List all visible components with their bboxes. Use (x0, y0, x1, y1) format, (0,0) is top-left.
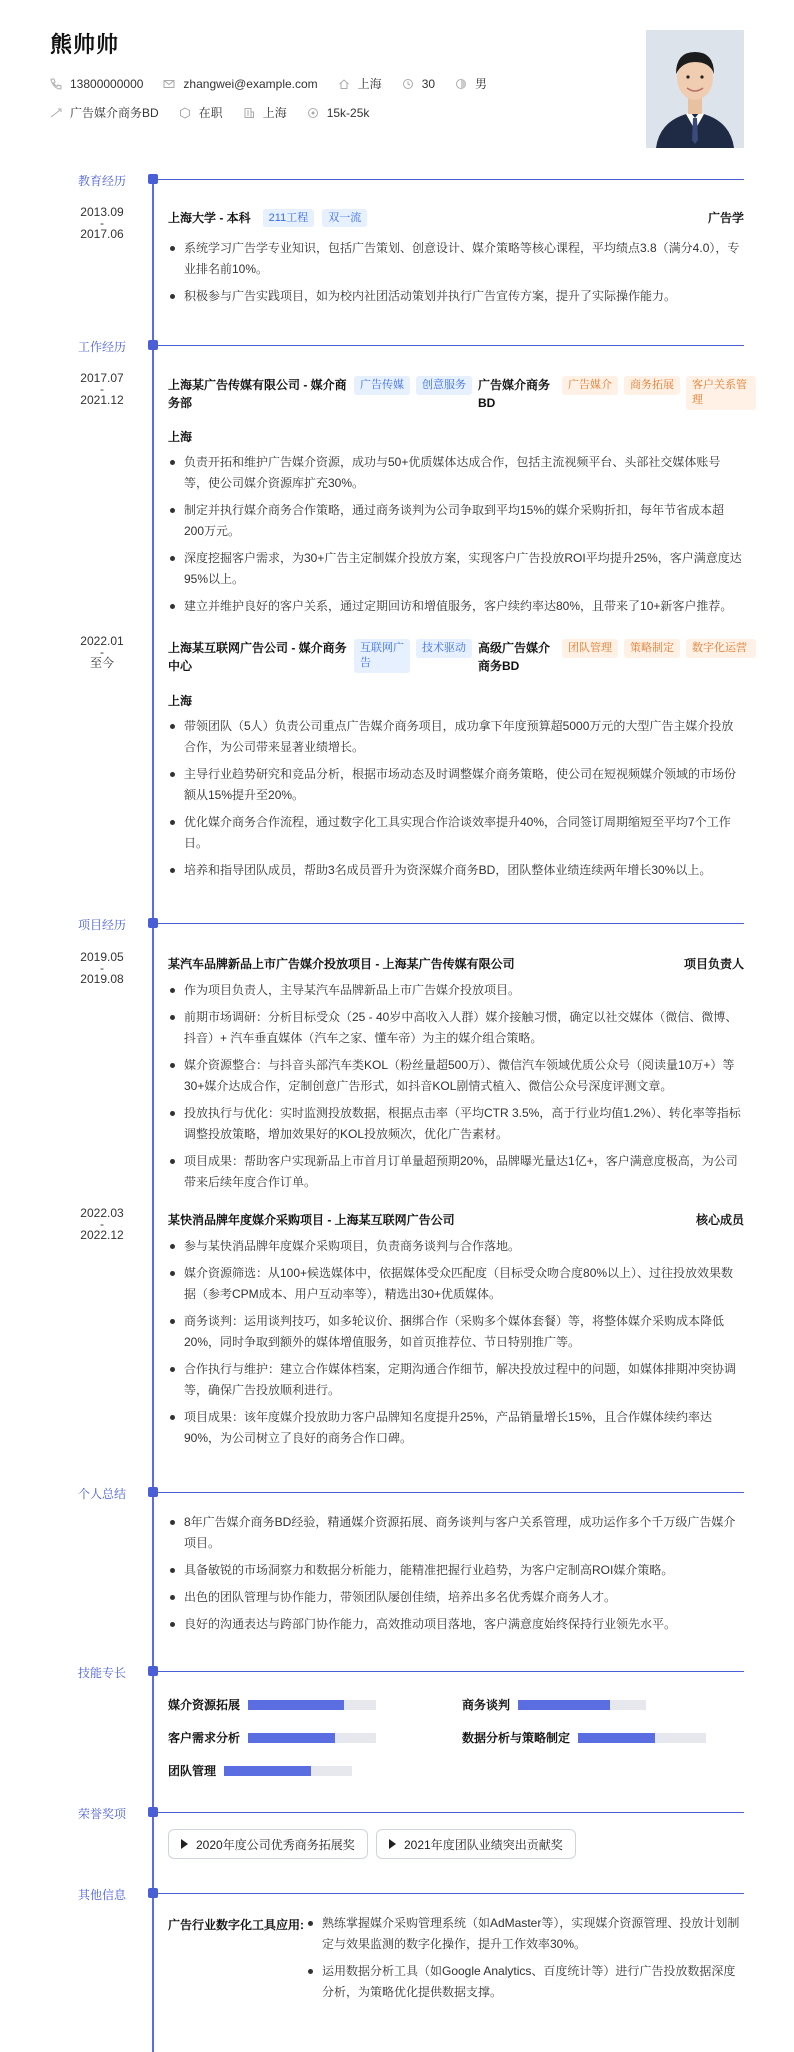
city-item (338, 75, 382, 92)
target-city-item (243, 104, 287, 121)
work-bullets (168, 716, 744, 887)
job-title: 高级广告媒介商务BD (478, 641, 551, 673)
salary-icon (307, 107, 319, 119)
email-icon (163, 78, 175, 90)
section-marker (148, 174, 158, 184)
industry-tag: 技术驱动 (416, 639, 472, 658)
project-role: 核心成员 (695, 1213, 744, 1227)
section-title-skills: 技能专长 (77, 1666, 126, 1680)
list-item: 媒介资源筛选：从100+候选媒体中，依据媒体受众匹配度（目标受众吻合度80%以上）、过往投放效果数据（参考CPM成本、用户互动率等），精选出30+优质媒体。 (168, 1263, 744, 1305)
list-item: 商务谈判：运用谈判技巧，如多轮议价、捆绑合作（采购多个媒体套餐）等，将整体媒介采购成本降低20%，同时争取到额外的媒体增值服务，如首页推荐位、节日特别推广等。 (168, 1311, 744, 1353)
list-item: 建立并维护良好的客户关系，通过定期回访和增值服务，客户续约率达80%，且带来了10+新客户推荐。 (168, 596, 744, 617)
list-item: 8年广告媒介商务BD经验，精通媒介资源拓展、商务谈判与客户关系管理，成功运作多个千万级广告媒介项目。 (168, 1512, 744, 1554)
email-item (163, 77, 317, 91)
other-label: 广告行业数字化工具应用: (168, 1918, 304, 1932)
home-icon (338, 78, 350, 90)
date-start: 2019.05 (80, 950, 124, 964)
list-item: 制定并执行媒介商务合作策略，通过商务谈判为公司争取到平均15%的媒介采购折扣，每年节省成本超200万元。 (168, 500, 744, 542)
list-item: 合作执行与维护：建立合作媒体档案，定期沟通合作细节，解决投放过程中的问题，如媒体排期冲突协调等，确保广告投放顺利进行。 (168, 1359, 744, 1401)
section-divider (158, 1671, 744, 1672)
list-item: 良好的沟通表达与跨部门协作能力，高效推动项目落地，客户满意度始终保持行业领先水平。 (168, 1614, 744, 1635)
date-end: 2021.12 (80, 393, 124, 407)
role-tag: 数字化运营 (686, 639, 756, 658)
timeline-line (152, 175, 154, 2052)
section-marker (148, 1888, 158, 1898)
skill-name: 商务谈判 (462, 1698, 511, 1712)
list-item: 项目成果：帮助客户实现新品上市首月订单量超预期20%，品牌曝光量达1亿+，客户满意度极高，为公司带来后续年度合作订单。 (168, 1151, 744, 1193)
contact-row (50, 75, 650, 92)
company-name: 上海某广告传媒有限公司 - 媒介商务部 (168, 378, 347, 410)
work-date: 2022.01 - 至今 (80, 634, 124, 670)
list-item: 培养和指导团队成员，帮助3名成员晋升为资深媒介商务BD，团队整体业绩连续两年增长30%以上。 (168, 860, 744, 881)
skill-fill (578, 1733, 655, 1743)
work-city: 上海 (168, 694, 193, 708)
date-start: 2022.03 (80, 1206, 124, 1220)
list-item: 积极参与广告实践项目，如为校内社团活动策划并执行广告宣传方案，提升了实际操作能力。 (168, 286, 744, 307)
skill-name: 媒介资源拓展 (168, 1698, 241, 1712)
section-title-summary: 个人总结 (77, 1487, 126, 1501)
education-tag: 211工程 (263, 209, 315, 227)
skill-fill (224, 1766, 311, 1776)
industry-tag: 互联网广告 (354, 639, 410, 673)
city-value: 上海 (357, 77, 382, 91)
section-title-other: 其他信息 (77, 1888, 126, 1902)
work-city: 上海 (168, 430, 193, 444)
skill-bar (224, 1766, 352, 1776)
section-divider (158, 1812, 744, 1813)
skill-item (168, 1696, 376, 1713)
candidate-name: 熊帅帅 (50, 32, 120, 57)
target-city-value: 上海 (262, 106, 287, 120)
award-label: 2021年度团队业绩突出贡献奖 (404, 1837, 563, 1852)
section-marker (148, 918, 158, 928)
phone-item (50, 77, 143, 91)
skill-fill (248, 1733, 335, 1743)
list-item: 负责开拓和维护广告媒介资源，成功与50+优质媒体达成合作，包括主流视频平台、头部社交媒体账号等，使公司媒介资源库扩充30%。 (168, 452, 744, 494)
phone-value: 13800000000 (70, 76, 144, 91)
award-label: 2020年度公司优秀商务拓展奖 (196, 1837, 355, 1852)
skill-fill (248, 1700, 344, 1710)
project-header (168, 1211, 744, 1228)
work-header (168, 376, 747, 412)
section-divider (158, 923, 744, 924)
role-tag: 客户关系管理 (686, 376, 756, 410)
building-icon (243, 107, 255, 119)
skill-fill (518, 1700, 610, 1710)
list-item: 前期市场调研：分析目标受众（25 - 40岁中高收入人群）媒介接触习惯，确定以社交媒体（微信、微博、抖音）+ 汽车垂直媒体（汽车之家、懂车帝）为主的媒介组合策略。 (168, 1007, 744, 1049)
summary-bullets (168, 1512, 744, 1641)
education-header (168, 209, 744, 227)
role-tag: 广告媒介 (562, 376, 618, 395)
list-item: 出色的团队管理与协作能力，带领团队屡创佳绩，培养出多名优秀媒介商务人才。 (168, 1587, 744, 1608)
status-icon (179, 107, 191, 119)
list-item: 主导行业趋势研究和竞品分析，根据市场动态及时调整媒介商务策略，使公司在短视频媒介领域的市场份额从15%提升至20%。 (168, 764, 744, 806)
triangle-icon (389, 1839, 396, 1849)
role-tag: 商务拓展 (624, 376, 680, 395)
target-role-item (50, 104, 159, 121)
section-title-awards: 荣誉奖项 (77, 1807, 126, 1821)
salary-value: 15k-25k (326, 105, 370, 120)
section-title-education: 教育经历 (77, 174, 126, 188)
project-bullets (168, 980, 744, 1199)
profile-photo (646, 30, 744, 148)
salary-item (307, 106, 370, 120)
target-role-value: 广告媒介商务BD (70, 106, 159, 120)
age-value: 30 (421, 76, 436, 91)
project-header (168, 955, 744, 972)
project-title: 某快消品牌年度媒介采购项目 - 上海某互联网广告公司 (168, 1213, 455, 1227)
section-marker (148, 1807, 158, 1817)
award-badge (168, 1829, 368, 1859)
age-icon (402, 78, 414, 90)
work-header (168, 639, 747, 675)
age-item (402, 77, 435, 91)
role-tag: 策略制定 (624, 639, 680, 658)
industry-tag: 广告传媒 (354, 376, 410, 395)
section-divider (158, 1893, 744, 1894)
school-name: 上海大学 - 本科 (168, 211, 251, 225)
skill-name: 客户需求分析 (168, 1731, 241, 1745)
list-item: 项目成果：该年度媒介投放助力客户品牌知名度提升25%，产品销量增长15%，且合作媒体续约率达90%，为公司树立了良好的商务合作口碑。 (168, 1407, 744, 1449)
phone-icon (50, 78, 62, 90)
project-date: 2019.05 - 2019.08 (80, 950, 124, 986)
list-item: 带领团队（5人）负责公司重点广告媒介商务项目，成功拿下年度预算超5000万元的大型广告主媒介投放合作，为公司带来显著业绩增长。 (168, 716, 744, 758)
list-item: 优化媒介商务合作流程，通过数字化工具实现合作洽谈效率提升40%，合同签订周期缩短至平均7个工作日。 (168, 812, 744, 854)
skill-name: 数据分析与策略制定 (462, 1731, 571, 1745)
list-item: 系统学习广告学专业知识，包括广告策划、创意设计、媒介策略等核心课程，平均绩点3.8（满分4.0），专业排名前10%。 (168, 238, 744, 280)
briefcase-icon (50, 107, 62, 119)
award-badge (376, 1829, 576, 1859)
email-value: zhangwei@example.com (183, 76, 318, 91)
work-bullets (168, 452, 744, 623)
section-marker (148, 1487, 158, 1497)
other-bullets (306, 1913, 744, 2009)
list-item: 参与某快消品牌年度媒介采购项目，负责商务谈判与合作落地。 (168, 1236, 744, 1257)
project-role: 项目负责人 (683, 957, 744, 971)
skill-bar (578, 1733, 706, 1743)
list-item: 熟练掌握媒介采购管理系统（如AdMaster等），实现媒介资源管理、投放计划制定与效果监测的数字化操作，提升工作效率30%。 (306, 1913, 744, 1955)
skill-item (462, 1696, 646, 1713)
section-divider (158, 345, 744, 346)
skill-name: 团队管理 (168, 1764, 217, 1778)
skill-item (462, 1729, 706, 1746)
project-bullets (168, 1236, 744, 1455)
list-item: 媒介资源整合：与抖音头部汽车类KOL（粉丝量超500万）、微信汽车领域优质公众号（阅读量10万+）等30+媒介达成合作，定制创意广告形式，如抖音KOL剧情式植入、微信公众号深度评测文章。 (168, 1055, 744, 1097)
date-end: 2019.08 (80, 972, 124, 986)
date-end: 2022.12 (80, 1228, 124, 1242)
resume-header (50, 28, 650, 121)
gender-value: 男 (475, 77, 488, 91)
role-tag: 团队管理 (562, 639, 618, 658)
industry-tag: 创意服务 (416, 376, 472, 395)
skill-bar (518, 1700, 646, 1710)
section-divider (158, 179, 744, 180)
list-item: 投放执行与优化：实时监测投放数据，根据点击率（平均CTR 3.5%，高于行业均值1.2%）、转化率等指标调整投放策略，增加效果好的KOL投放频次，优化广告素材。 (168, 1103, 744, 1145)
major: 广告学 (707, 211, 744, 225)
skill-item (168, 1762, 352, 1779)
company-name: 上海某互联网广告公司 - 媒介商务中心 (168, 641, 347, 673)
status-item (179, 104, 223, 121)
education-bullets (168, 238, 744, 313)
skill-bar (248, 1700, 376, 1710)
list-item: 深度挖掘客户需求，为30+广告主定制媒介投放方案，实现客户广告投放ROI平均提升25%，客户满意度达95%以上。 (168, 548, 744, 590)
skill-bar (248, 1733, 376, 1743)
triangle-icon (181, 1839, 188, 1849)
project-title: 某汽车品牌新品上市广告媒介投放项目 - 上海某广告传媒有限公司 (168, 957, 515, 971)
project-date: 2022.03 - 2022.12 (80, 1206, 124, 1242)
work-date: 2017.07 - 2021.12 (80, 371, 124, 407)
section-title-work: 工作经历 (77, 340, 126, 354)
section-marker (148, 1666, 158, 1676)
job-title: 广告媒介商务BD (478, 378, 551, 410)
section-title-projects: 项目经历 (77, 918, 126, 932)
list-item: 作为项目负责人，主导某汽车品牌新品上市广告媒介投放项目。 (168, 980, 744, 1001)
date-end: 至今 (89, 656, 114, 670)
section-marker (148, 340, 158, 350)
job-intent-row (50, 104, 650, 121)
education-date: 2013.09 - 2017.06 (80, 205, 124, 241)
list-item: 运用数据分析工具（如Google Analytics、百度统计等）进行广告投放数据深度分析，为策略优化提供数据支撑。 (306, 1961, 744, 2003)
list-item: 具备敏锐的市场洞察力和数据分析能力，能精准把握行业趋势，为客户定制高ROI媒介策略。 (168, 1560, 744, 1581)
gender-icon (455, 78, 467, 90)
status-value: 在职 (198, 106, 223, 120)
skill-item (168, 1729, 376, 1746)
date-end: 2017.06 (80, 227, 124, 241)
date-start: 2013.09 (80, 205, 124, 219)
date-start: 2022.01 (80, 634, 124, 648)
section-divider (158, 1492, 744, 1493)
date-start: 2017.07 (80, 371, 124, 385)
education-tag: 双一流 (322, 209, 367, 227)
gender-item (455, 75, 487, 92)
